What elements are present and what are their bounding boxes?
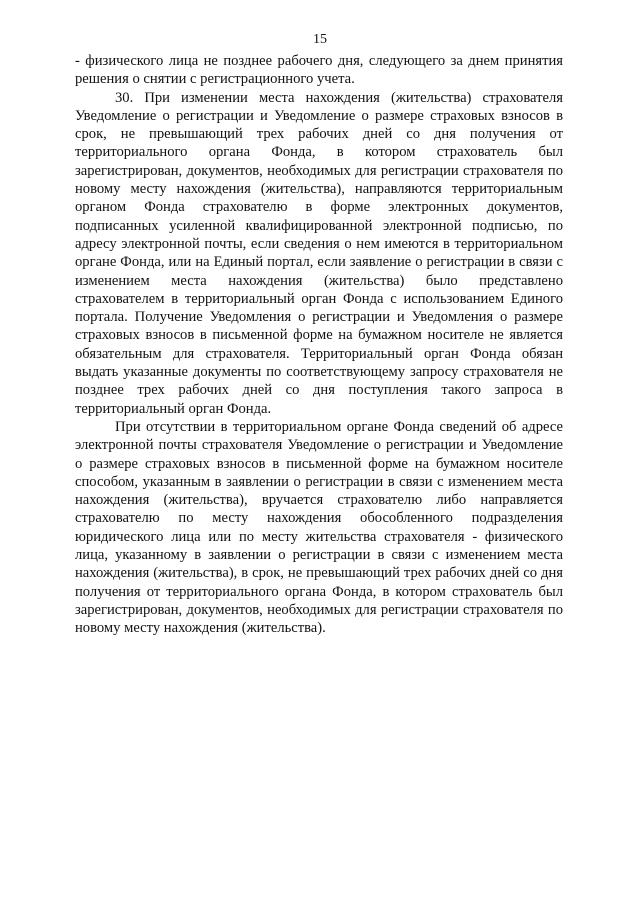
paragraph-no-email: При отсутствии в территориальном органе Фонда сведений об адресе электронной почты страхователя Уведомление о регистрации и Уведомление о размере страховых взносов в письменной форме на бумажном носителе способом, указанным в заявлении о регистрации в связи с изменением места нахождения (жительства), вручается страхователю либо направляется страхователю по месту нахождения обособленного подразделения юридического лица или по месту жительства страхователя - физического лица, указанному в заявлении о регистрации в связи с изменением места нахождения (жительства), в срок, не превышающий трех рабочих дней со дня получения от территориального органа Фонда, в котором страхователь был зарегистрирован, документов, необходимых для регистрации страхователя по новому месту нахождения (жительства). [75, 418, 563, 637]
page-number: 15 [313, 32, 327, 47]
document-body [75, 52, 563, 638]
paragraph-item-30: 30. При изменении места нахождения (жительства) страхователя Уведомление о регистрации и Уведомление о размере страховых взносов в срок, не превышающий трех рабочих дней со дня получения от территориального органа Фонда, в котором страхователь был зарегистрирован, документов, необходимых для регистрации страхователя по новому месту нахождения (жительства), направляются территориальным органом Фонда страхователю в форме электронных документов, подписанных усиленной квалифицированной электронной подписью, по адресу электронной почты, если сведения о нем имеются в территориальном органе Фонда, или на Единый портал, если заявление о регистрации в связи с изменением места нахождения (жительства) было представлено страхователем в территориальный орган Фонда с использованием Единого портала. Получение Уведомления о регистрации и Уведомления о размере страховых взносов в письменной форме на бумажном носителе не является обязательным для страхователя. Территориальный орган Фонда обязан выдать указанные документы по соответствующему запросу страхователя не позднее трех рабочих дней со дня поступления такого запроса в территориальный орган Фонда. [75, 89, 563, 417]
paragraph-continuation: - физического лица не позднее рабочего дня, следующего за днем принятия решения о снятии с регистрационного учета. [75, 53, 563, 88]
